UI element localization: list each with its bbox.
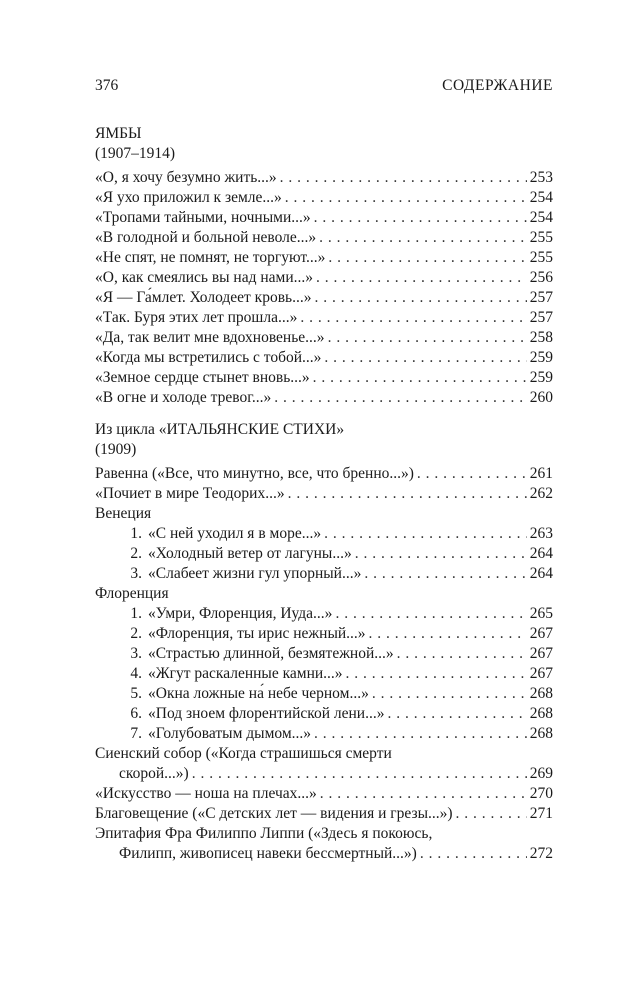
toc-entry[interactable]: [95, 464, 553, 484]
running-head: СОДЕРЖАНИЕ: [442, 77, 553, 94]
subgroup-heading-venice: Венеция: [95, 505, 152, 522]
entry-page: 255: [529, 229, 553, 246]
dot-leader: [328, 248, 526, 268]
entry-page: 264: [529, 565, 553, 582]
toc-entry[interactable]: [95, 188, 553, 208]
entry-title: «Искусство — ноша на плечах...»: [95, 785, 317, 802]
dot-leader: [285, 188, 527, 208]
dot-leader: [355, 544, 527, 564]
toc-entry[interactable]: [95, 724, 553, 744]
toc-entry[interactable]: [95, 388, 553, 408]
toc-entry-line1[interactable]: Эпитафия Фра Филиппо Липпи («Здесь я покоюсь,: [95, 825, 433, 842]
entry-title: «Голубоватым дымом...»: [148, 725, 312, 742]
entry-number: 6.: [130, 705, 142, 722]
entry-title: «Холодный ветер от лагуны...»: [148, 545, 352, 562]
entry-title: «Под зноем флорентийской лени...»: [148, 705, 385, 722]
dot-leader: [314, 724, 527, 744]
entry-page: 260: [529, 389, 553, 406]
toc-entry[interactable]: [95, 604, 553, 624]
entry-page: 268: [529, 705, 553, 722]
dot-leader: [387, 704, 526, 724]
toc-entry[interactable]: [95, 348, 553, 368]
toc-entry[interactable]: [95, 228, 553, 248]
dot-leader: [364, 564, 526, 584]
section-dates: (1909): [95, 441, 137, 458]
section-title: Из цикла «ИТАЛЬЯНСКИЕ СТИХИ»: [95, 421, 345, 438]
entry-page: 261: [529, 465, 553, 482]
dot-leader: [324, 524, 527, 544]
toc-entry[interactable]: [95, 544, 553, 564]
entry-title: «В голодной и больной неволе...»: [95, 229, 317, 246]
toc-entry[interactable]: [95, 524, 553, 544]
entry-title: «Жгут раскаленные камни...»: [148, 665, 343, 682]
dot-leader: [300, 308, 526, 328]
entry-title: «В огне и холоде тревог...»: [95, 389, 272, 406]
section-dates: (1907–1914): [95, 145, 176, 162]
entry-number: 1.: [130, 525, 142, 542]
section-title: ЯМБЫ: [95, 125, 142, 142]
entry-page: 264: [529, 545, 553, 562]
dot-leader: [314, 208, 527, 228]
entry-page: 253: [529, 169, 553, 186]
dot-leader: [335, 604, 526, 624]
dot-leader: [397, 644, 527, 664]
toc-entry[interactable]: [95, 288, 553, 308]
dot-leader: [320, 784, 527, 804]
entry-page: 267: [529, 665, 553, 682]
entry-title: «Почиет в мире Теодорих...»: [95, 485, 285, 502]
toc-entry[interactable]: [95, 268, 553, 288]
dot-leader: [274, 388, 527, 408]
entry-number: 5.: [130, 685, 142, 702]
dot-leader: [420, 844, 527, 864]
entry-number: 3.: [130, 645, 142, 662]
toc-entry[interactable]: [95, 328, 553, 348]
entry-page: 259: [529, 369, 553, 386]
entry-title: «Когда мы встретились с тобой...»: [95, 349, 322, 366]
section-italian-poems: [95, 420, 553, 864]
entry-page: 269: [529, 765, 553, 782]
entry-title: «Флоренция, ты ирис нежный...»: [148, 625, 366, 642]
toc-entry[interactable]: [95, 208, 553, 228]
entry-page: 259: [529, 349, 553, 366]
dot-leader: [346, 664, 527, 684]
entry-title: Филипп, живописец навеки бессмертный...»): [119, 845, 417, 862]
toc-entry[interactable]: [95, 368, 553, 388]
dot-leader: [316, 268, 527, 288]
entry-page: 268: [529, 685, 553, 702]
entry-number: 3.: [130, 565, 142, 582]
entry-page: 255: [529, 249, 553, 266]
section-yamby: [95, 124, 553, 408]
toc-entry[interactable]: [95, 168, 553, 188]
entry-page: 267: [529, 645, 553, 662]
page-header: [95, 77, 553, 95]
toc-entry[interactable]: [95, 644, 553, 664]
entry-title: «С ней уходил я в море...»: [148, 525, 322, 542]
dot-leader: [417, 464, 527, 484]
entry-page: 268: [529, 725, 553, 742]
entry-title: «Страстью длинной, безмятежной...»: [148, 645, 394, 662]
subgroup-heading-florence: Флоренция: [95, 585, 169, 602]
entry-title: «Земное сердце стынет вновь...»: [95, 369, 310, 386]
toc-entry[interactable]: [95, 664, 553, 684]
toc-entry[interactable]: [95, 804, 553, 824]
entry-title: «Умри, Флоренция, Иуда...»: [148, 605, 333, 622]
toc-entry[interactable]: [95, 784, 553, 804]
toc-entry[interactable]: [95, 564, 553, 584]
entry-page: 271: [529, 805, 553, 822]
entry-title: «Да, так велит мне вдохновенье...»: [95, 329, 325, 346]
entry-page: 267: [529, 625, 553, 642]
entry-title: «Я ухо приложил к земле...»: [95, 189, 282, 206]
entry-title: «Слабеет жизни гул упорный...»: [148, 565, 362, 582]
entry-page: 254: [529, 209, 553, 226]
entry-page: 272: [529, 845, 553, 862]
dot-leader: [314, 288, 526, 308]
dot-leader: [369, 624, 527, 644]
entry-page: 256: [529, 269, 553, 286]
entry-page: 257: [529, 309, 553, 326]
entry-page: 258: [529, 329, 553, 346]
dot-leader: [324, 348, 526, 368]
toc-entry[interactable]: [95, 704, 553, 724]
entry-number: 1.: [130, 605, 142, 622]
dot-leader: [280, 168, 527, 188]
toc-entry[interactable]: [95, 624, 553, 644]
entry-page: 262: [529, 485, 553, 502]
dot-leader: [288, 484, 527, 504]
entry-number: 7.: [130, 725, 142, 742]
toc-entry[interactable]: [95, 764, 553, 784]
dot-leader: [313, 368, 527, 388]
entry-page: 257: [529, 289, 553, 306]
toc-entry[interactable]: [95, 308, 553, 328]
entry-number: 4.: [130, 665, 142, 682]
entry-page: 265: [529, 605, 553, 622]
entry-number: 2.: [130, 625, 142, 642]
dot-leader: [328, 328, 527, 348]
entry-number: 2.: [130, 545, 142, 562]
toc-entry[interactable]: [95, 844, 553, 864]
table-of-contents: [95, 124, 553, 876]
entry-title: скорой...»): [119, 765, 189, 782]
dot-leader: [456, 804, 527, 824]
entry-page: 254: [529, 189, 553, 206]
toc-entry[interactable]: [95, 484, 553, 504]
entry-title: Благовещение («С детских лет — видения и грезы...»): [95, 805, 453, 822]
entry-page: 263: [529, 525, 553, 542]
entry-title: «Не спят, не помнят, не торгуют...»: [95, 249, 326, 266]
toc-entry[interactable]: [95, 684, 553, 704]
dot-leader: [372, 684, 527, 704]
entry-title: «Окна ложные на́ небе черном...»: [148, 685, 369, 702]
entry-title: «Так. Буря этих лет прошла...»: [95, 309, 298, 326]
toc-entry[interactable]: [95, 248, 553, 268]
toc-entry-line1[interactable]: Сиенский собор («Когда страшишься смерти: [95, 745, 392, 762]
dot-leader: [319, 228, 527, 248]
entry-page: 270: [529, 785, 553, 802]
entry-title: «Тропами тайными, ночными...»: [95, 209, 311, 226]
entry-title: Равенна («Все, что минутно, все, что бренно...»): [95, 465, 414, 482]
entry-title: «Я — Га́млет. Холодеет кровь...»: [95, 289, 312, 306]
dot-leader: [192, 764, 527, 784]
entry-title: «О, как смеялись вы над нами...»: [95, 269, 314, 286]
entry-title: «О, я хочу безумно жить...»: [95, 169, 277, 186]
page-number: 376: [95, 77, 119, 94]
